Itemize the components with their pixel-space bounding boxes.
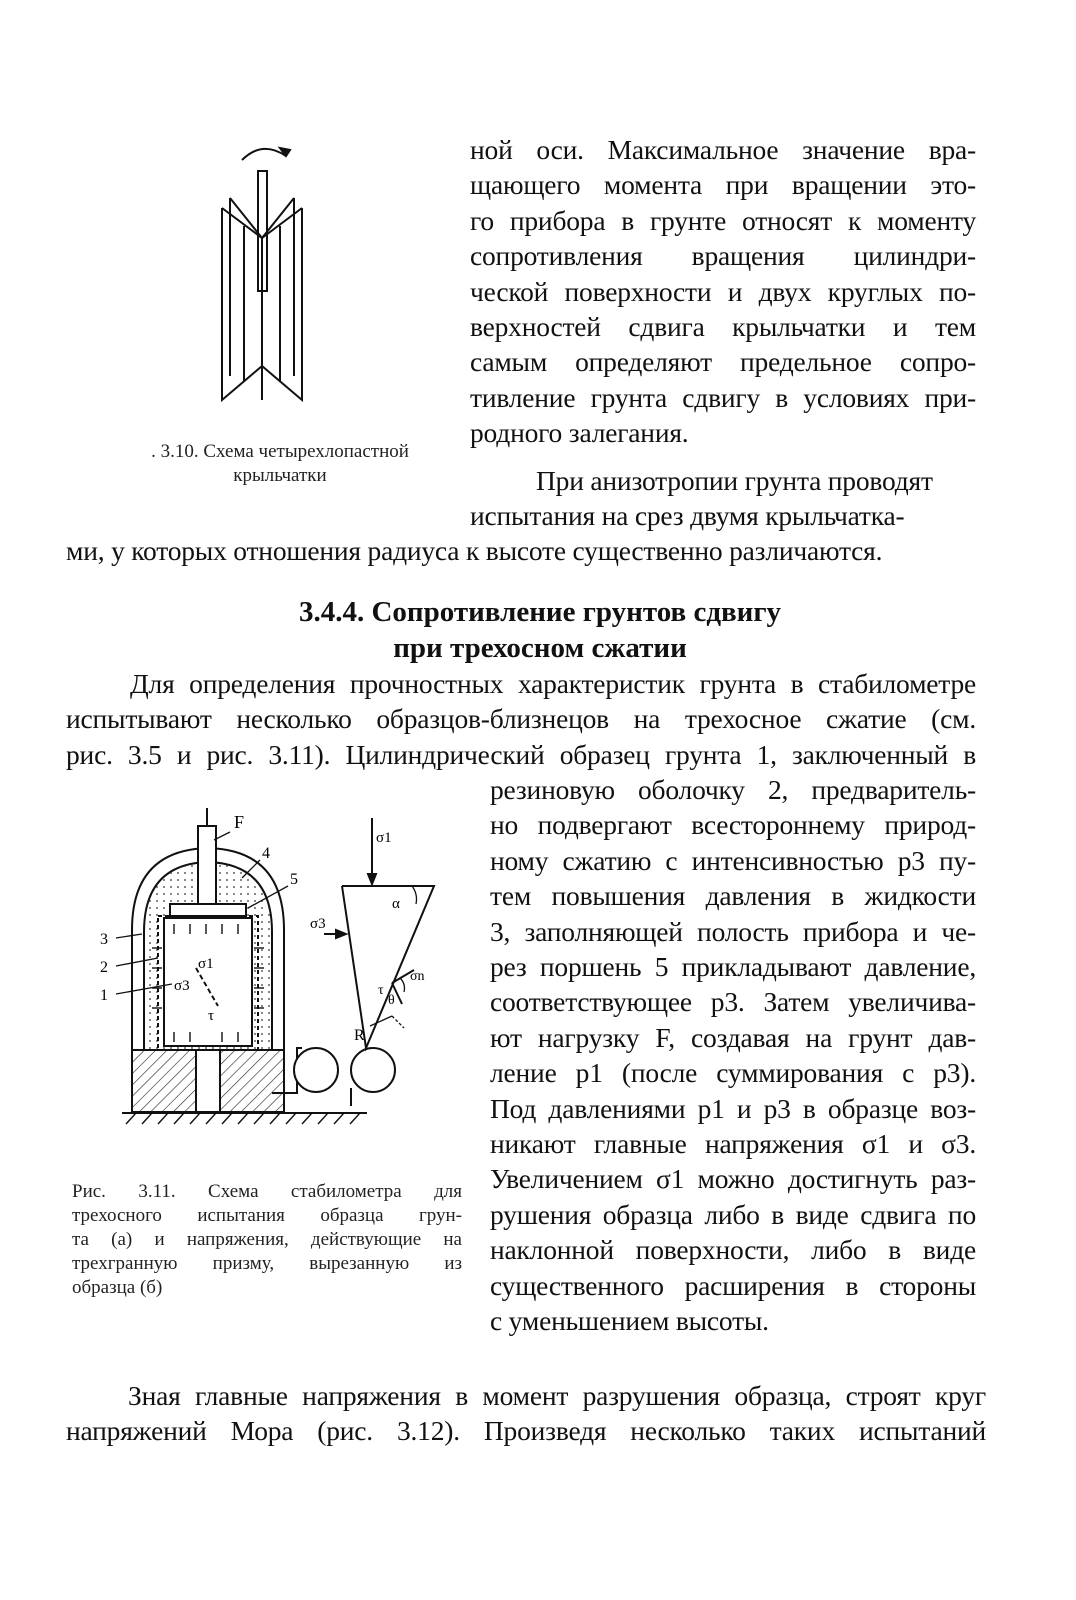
text-line: но подвергают всестороннему природ- (490, 809, 976, 841)
text-line: рез поршень 5 прикладывают давление, (490, 951, 976, 983)
figure-3-11 (92, 808, 472, 1158)
aniso-line-1: При анизотропии грунта проводят (536, 465, 933, 496)
label-sigma-n: σn (410, 969, 425, 984)
text-line: ческой поверхности и двух круглых по- (470, 275, 976, 307)
label-4: 4 (262, 845, 270, 862)
section-heading-line2: при трехосном сжатии (393, 632, 687, 664)
text-line: рушения образца либо в виде сдвига по (490, 1198, 976, 1230)
text-line: тем повышения давления в жидкости (490, 880, 976, 912)
caption-line: образца (б) (72, 1277, 163, 1298)
caption-line: та (a) и напряжения, действующие на (72, 1229, 462, 1250)
text-line: испытывают несколько образцов-близнецов на трехосное сжатие (см. (66, 703, 976, 735)
section-heading (60, 594, 1020, 630)
figure-3-10-caption (100, 440, 460, 488)
text-line: ют нагрузку F, создавая на грунт дав- (490, 1021, 976, 1053)
text-line: 3, заполняющей полость прибора и че- (490, 915, 976, 947)
vane-drawing (200, 138, 330, 418)
intro-paragraph (66, 666, 976, 772)
text-line: соответствующее p3. Затем увеличива- (490, 986, 976, 1018)
label-sigma1-b: σ1 (376, 830, 392, 846)
caption-line: трехосного испытания образца грун- (72, 1205, 462, 1226)
label-alpha: α (392, 896, 400, 912)
text-line: Для определения прочностных характеристик грунта в стабилометре (130, 668, 976, 699)
text-line: наклонной поверхности, либо в виде (490, 1234, 976, 1266)
caption-line: крыльчатки (233, 465, 327, 486)
text-line: тивление грунта сдвигу в условиях при- (470, 381, 976, 413)
caption-line: трехгранную призму, вырезанную из (72, 1253, 462, 1274)
text-line: Зная главные напряжения в момент разрушения образца, строят круг (128, 1380, 986, 1411)
label-F: F (234, 812, 245, 832)
text-line: ной оси. Максимальное значение вра- (470, 134, 976, 165)
label-sigma1-a: σ1 (198, 956, 214, 972)
label-tau-a: τ (208, 1008, 215, 1024)
text-line: с уменьшением высоты. (490, 1305, 769, 1337)
label-theta: θ (388, 993, 395, 1008)
right-paragraph (490, 772, 976, 1339)
label-sigma3-a: σ3 (174, 978, 190, 994)
text-line: существенного расширения в стороны (490, 1269, 976, 1301)
figure-3-11-caption (72, 1180, 462, 1300)
aniso-line-3: ми, у которых отношения радиуса к высоте существенно различаются. (66, 535, 883, 566)
text-line: щающего момента при вращении это- (470, 169, 976, 201)
label-R: R (354, 1027, 365, 1044)
text-line: Увеличением σ1 можно достигнуть раз- (490, 1163, 976, 1195)
label-1: 1 (100, 987, 108, 1004)
bottom-paragraph (66, 1378, 986, 1449)
text-line: никают главные напряжения σ1 и σ3. (490, 1128, 976, 1160)
label-5: 5 (290, 871, 298, 888)
caption-line: Рис. 3.11. Схема стабилометра для (72, 1181, 462, 1202)
label-tau-b: τ (378, 983, 384, 998)
text-line: го прибора в грунте относят к моменту (470, 204, 976, 236)
text-line: верхностей сдвига крыльчатки и тем (470, 311, 976, 343)
text-line: резиновую оболочку 2, предваритель- (490, 774, 976, 805)
caption-line: . 3.10. Схема четырехлопастной (151, 441, 409, 462)
section-number: 3.4.4. (298, 596, 365, 628)
label-2: 2 (100, 959, 108, 976)
text-line: сопротивления вращения цилиндри- (470, 240, 976, 272)
text-line: ление p1 (после суммирования с p3). (490, 1057, 976, 1089)
label-sigma3-b: σ3 (310, 916, 326, 932)
text-line: родного залегания. (470, 417, 689, 449)
text-line: самым определяют предельное сопро- (470, 346, 976, 378)
aniso-line-2: испытания на срез двумя крыльчатка- (470, 500, 905, 531)
figure-3-10 (200, 138, 330, 418)
text-line: Под давлениями p1 и p3 в образце воз- (490, 1092, 976, 1124)
text-line: ному сжатию с интенсивностью p3 пу- (490, 844, 976, 876)
text-line: напряжений Мора (рис. 3.12). Произведя несколько таких испытаний (66, 1415, 986, 1447)
top-paragraph (470, 132, 976, 451)
stabilometer-drawing (92, 808, 472, 1158)
label-3: 3 (100, 931, 108, 948)
section-title-line1: Сопротивление грунтов сдвигу (371, 596, 782, 628)
text-line: рис. 3.5 и рис. 3.11). Цилиндрический образец грунта 1, заключенный в (66, 738, 976, 770)
